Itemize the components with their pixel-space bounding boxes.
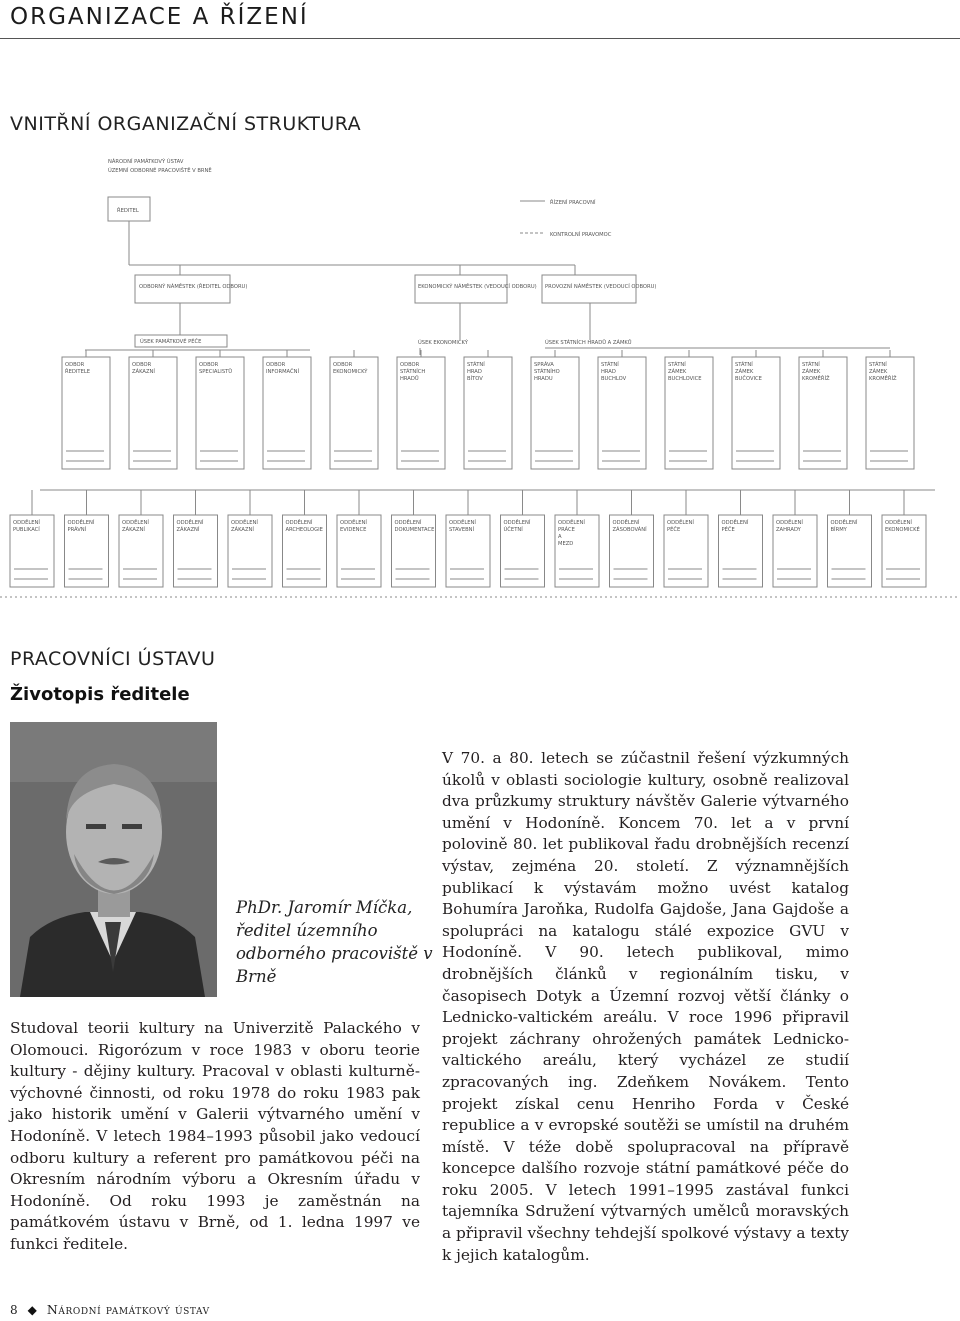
page-number: 8	[10, 1302, 18, 1317]
biography-text-left: Studoval teorii kultury na Univerzitě Palackého v Olomouci. Rigorózum v roce 1983 v oboru teorie kultury - dějiny kultury. Pracoval v oblasti kulturně-výchovné činnosti, od roku 1978 do roku 1983 pak jako historik umění v Galerii výtvarného umění v Hodoníně. V letech 1984–1993 působil jako vedoucí odboru kultury a referent pro památkovou péči na Okresním národním výboru a Okresním úřadu v Hodoníně. Od roku 1993 je zaměstnán na památkovém ústavu v Brně, od 1. ledna 1997 ve funkci ředitele.	[10, 1019, 420, 1253]
director-portrait-photo	[10, 722, 217, 997]
org-chart-title-line2: ÚZEMNÍ ODBORNÉ PRACOVIŠTĚ V BRNĚ	[108, 168, 212, 174]
department-label: STÁTNÍCH	[400, 369, 426, 375]
subdepartment-label: ÚČETNÍ	[503, 527, 523, 533]
department-label: EKONOMICKÝ	[333, 369, 368, 375]
department-label: STÁTNÍ	[601, 362, 619, 368]
org-chart-diagram	[0, 145, 960, 605]
department-label: STÁTNÍ	[467, 362, 485, 368]
subdepartment-label: A	[558, 534, 562, 540]
subdepartment-label: EVIDENCE	[340, 527, 367, 533]
subdepartment-label: PÉČE	[721, 527, 735, 533]
subdepartment-label: DOKUMENTACE	[394, 527, 435, 533]
subdepartment-label: ZÁKAZNÍ	[122, 527, 145, 533]
org-chart-title-line1: NÁRODNÍ PAMÁTKOVÝ ÚSTAV	[108, 159, 184, 165]
subdepartment-label: PÉČE	[667, 527, 681, 533]
portrait-illustration	[10, 722, 217, 997]
subdepartment-label: ODDĚLENÍ	[449, 520, 476, 526]
department-label: HRAD	[601, 369, 616, 375]
subdepartment-label: EKONOMICKÉ	[885, 527, 920, 533]
subdepartment-label: PRÁVNÍ	[67, 527, 87, 533]
header-divider	[0, 38, 960, 39]
subdepartment-label: ODDĚLENÍ	[394, 520, 422, 526]
department-label: BUCHLOVICE	[668, 376, 702, 382]
department-label: ZÁKAZNÍ	[132, 369, 155, 375]
subdepartment-label: ODDĚLENÍ	[340, 520, 367, 526]
journal-name: Národní památkový ústav	[46, 1302, 210, 1317]
legend-direct-label: ŘÍZENÍ PRACOVNÍ	[550, 200, 596, 206]
department-label: ODBOR	[333, 362, 353, 368]
branch-care-label: ÚSEK PAMÁTKOVÉ PÉČE	[140, 339, 202, 345]
department-label: BUCHLOV	[601, 376, 627, 382]
department-label: ODBOR	[132, 362, 152, 368]
department-label: KROMĚŘÍŽ	[802, 376, 830, 382]
branch-castles-label: ÚSEK STÁTNÍCH HRADŮ A ZÁMKŮ	[545, 340, 632, 346]
subdepartment-label: ODDĚLENÍ	[285, 520, 313, 526]
subdepartment-label: ODDĚLENÍ	[231, 520, 258, 526]
department-label: ODBOR	[199, 362, 219, 368]
staff-heading: PRACOVNÍCI ÚSTAVU	[10, 648, 216, 670]
biography-heading: Životopis ředitele	[10, 684, 190, 705]
section-header-title: ORGANIZACE A ŘÍZENÍ	[10, 4, 309, 30]
subdepartment-label: ODDĚLENÍ	[885, 520, 912, 526]
subdepartment-label: ODDĚLENÍ	[721, 520, 749, 526]
department-label: STÁTNÍHO	[534, 369, 560, 375]
subdepartment-label: STAVEBNÍ	[449, 527, 475, 533]
subdepartment-label: ODDĚLENÍ	[830, 520, 858, 526]
subdepartment-label: ODDĚLENÍ	[558, 520, 585, 526]
department-label: STÁTNÍ	[735, 362, 753, 368]
subdepartment-label: ODDĚLENÍ	[612, 520, 640, 526]
deputy-expert-label: ODBORNÝ NÁMĚSTEK (ŘEDITEL ODBORU)	[139, 284, 248, 290]
deputy-operations-label: PROVOZNÍ NÁMĚSTEK (VEDOUCÍ ODBORU)	[545, 284, 657, 290]
portrait-caption: PhDr. Jaromír Míčka, ředitel územního odborného pracoviště v Brně	[236, 898, 433, 986]
subdepartment-label: ODDĚLENÍ	[503, 520, 531, 526]
subdepartment-row	[10, 490, 926, 587]
department-label: ZÁMEK	[735, 369, 754, 375]
subdepartment-label: ODDĚLENÍ	[176, 520, 204, 526]
subdepartment-label: ZAHRADY	[776, 527, 801, 533]
department-label: HRADŮ	[400, 376, 419, 382]
subdepartment-label: ODDĚLENÍ	[776, 520, 803, 526]
subdepartment-label: ODDĚLENÍ	[13, 520, 40, 526]
branch-economic-label: ÚSEK EKONOMICKÝ	[418, 340, 468, 346]
subdepartment-label: ARCHEOLOGIE	[285, 527, 323, 533]
legend-control-label: KONTROLNÍ PRAVOMOC	[550, 232, 612, 238]
department-label: ZÁMEK	[802, 369, 821, 375]
department-label: INFORMAČNÍ	[266, 369, 300, 375]
subdepartment-label: ZÁSOBOVÁNÍ	[612, 527, 647, 533]
department-label: SPECIALISTŮ	[199, 369, 233, 375]
subdepartment-label: ODDĚLENÍ	[67, 520, 95, 526]
department-label: BÍTOV	[467, 376, 483, 382]
department-label: ŘEDITELE	[65, 369, 91, 375]
subdepartment-label: ZÁKAZNÍ	[176, 527, 200, 533]
department-label: STÁTNÍ	[668, 362, 686, 368]
department-label: HRAD	[467, 369, 482, 375]
diamond-icon: ◆	[27, 1302, 37, 1317]
department-label: BUČOVICE	[735, 376, 762, 382]
department-label: ODBOR	[65, 362, 85, 368]
department-label: KROMĚŘÍŽ	[869, 376, 897, 382]
subdepartment-label: ODDĚLENÍ	[122, 520, 149, 526]
department-label: STÁTNÍ	[802, 362, 820, 368]
subdepartment-label: ZÁKAZNÍ	[231, 527, 254, 533]
subdepartment-label: PRÁCE	[558, 527, 575, 533]
director-label: ŘEDITEL	[117, 208, 139, 214]
deputy-economic-label: EKONOMICKÝ NÁMĚSTEK (VEDOUCÍ ODBORU)	[418, 284, 537, 290]
department-label: HRADU	[534, 376, 553, 382]
department-label: ZÁMEK	[869, 369, 888, 375]
biography-text-right: V 70. a 80. letech se zúčastnil řešení výzkumných úkolů v oblasti sociologie kultury, osobně realizoval dva průzkumy struktury návštěv Galerie výtvarného umění v Hodoníně. Koncem 70. let a v první polovině 80. let publikoval řadu drobnějších recenzí výstav, zejména 20. století. Z významnějších publikací k výstavám možno uvést katalog Bohumíra Jaroňka, Rudolfa Gajdoše, Jana Gajdoše a spolupráci na katalogu stálé expozice GVU v Hodoníně. V 90. letech publikoval, mimo drobnějších článků v regionálním tisku, v časopisech Dotyk a Územní rozvoj větší články o Lednicko-valtickém areálu. V roce 1996 připravil projekt záchrany ohrožených památek Lednicko-valtického areálu, který vycházel ze studií zpracovaných ing. Zdeňkem Novákem. Tento projekt získal cenu Henriho Forda v České republice a v evropské soutěži se umístil na druhém místě. V téže době spolupracoval na přípravě koncepce dalšího rozvoje státní památkové péče do roku 2005. V letech 1991–1995 zastával funkci tajemníka Sdružení výtvarných umělců moravských a připravil všechny tehdejší spolkové výstavy a texty k jejich katalogům.	[442, 749, 849, 1264]
department-label: ODBOR	[400, 362, 420, 368]
subdepartment-label: MEZD	[558, 541, 574, 547]
department-row	[62, 350, 914, 469]
department-label: SPRÁVA	[534, 362, 554, 368]
page-footer	[10, 1302, 210, 1317]
department-label: ZÁMEK	[668, 369, 687, 375]
subdepartment-label: PUBLIKACÍ	[13, 527, 40, 533]
department-label: STÁTNÍ	[869, 362, 887, 368]
org-structure-heading: VNITŘNÍ ORGANIZAČNÍ STRUKTURA	[10, 113, 362, 135]
subdepartment-label: ODDĚLENÍ	[667, 520, 694, 526]
subdepartment-label: BÍRMY	[830, 527, 847, 533]
department-label: ODBOR	[266, 362, 286, 368]
